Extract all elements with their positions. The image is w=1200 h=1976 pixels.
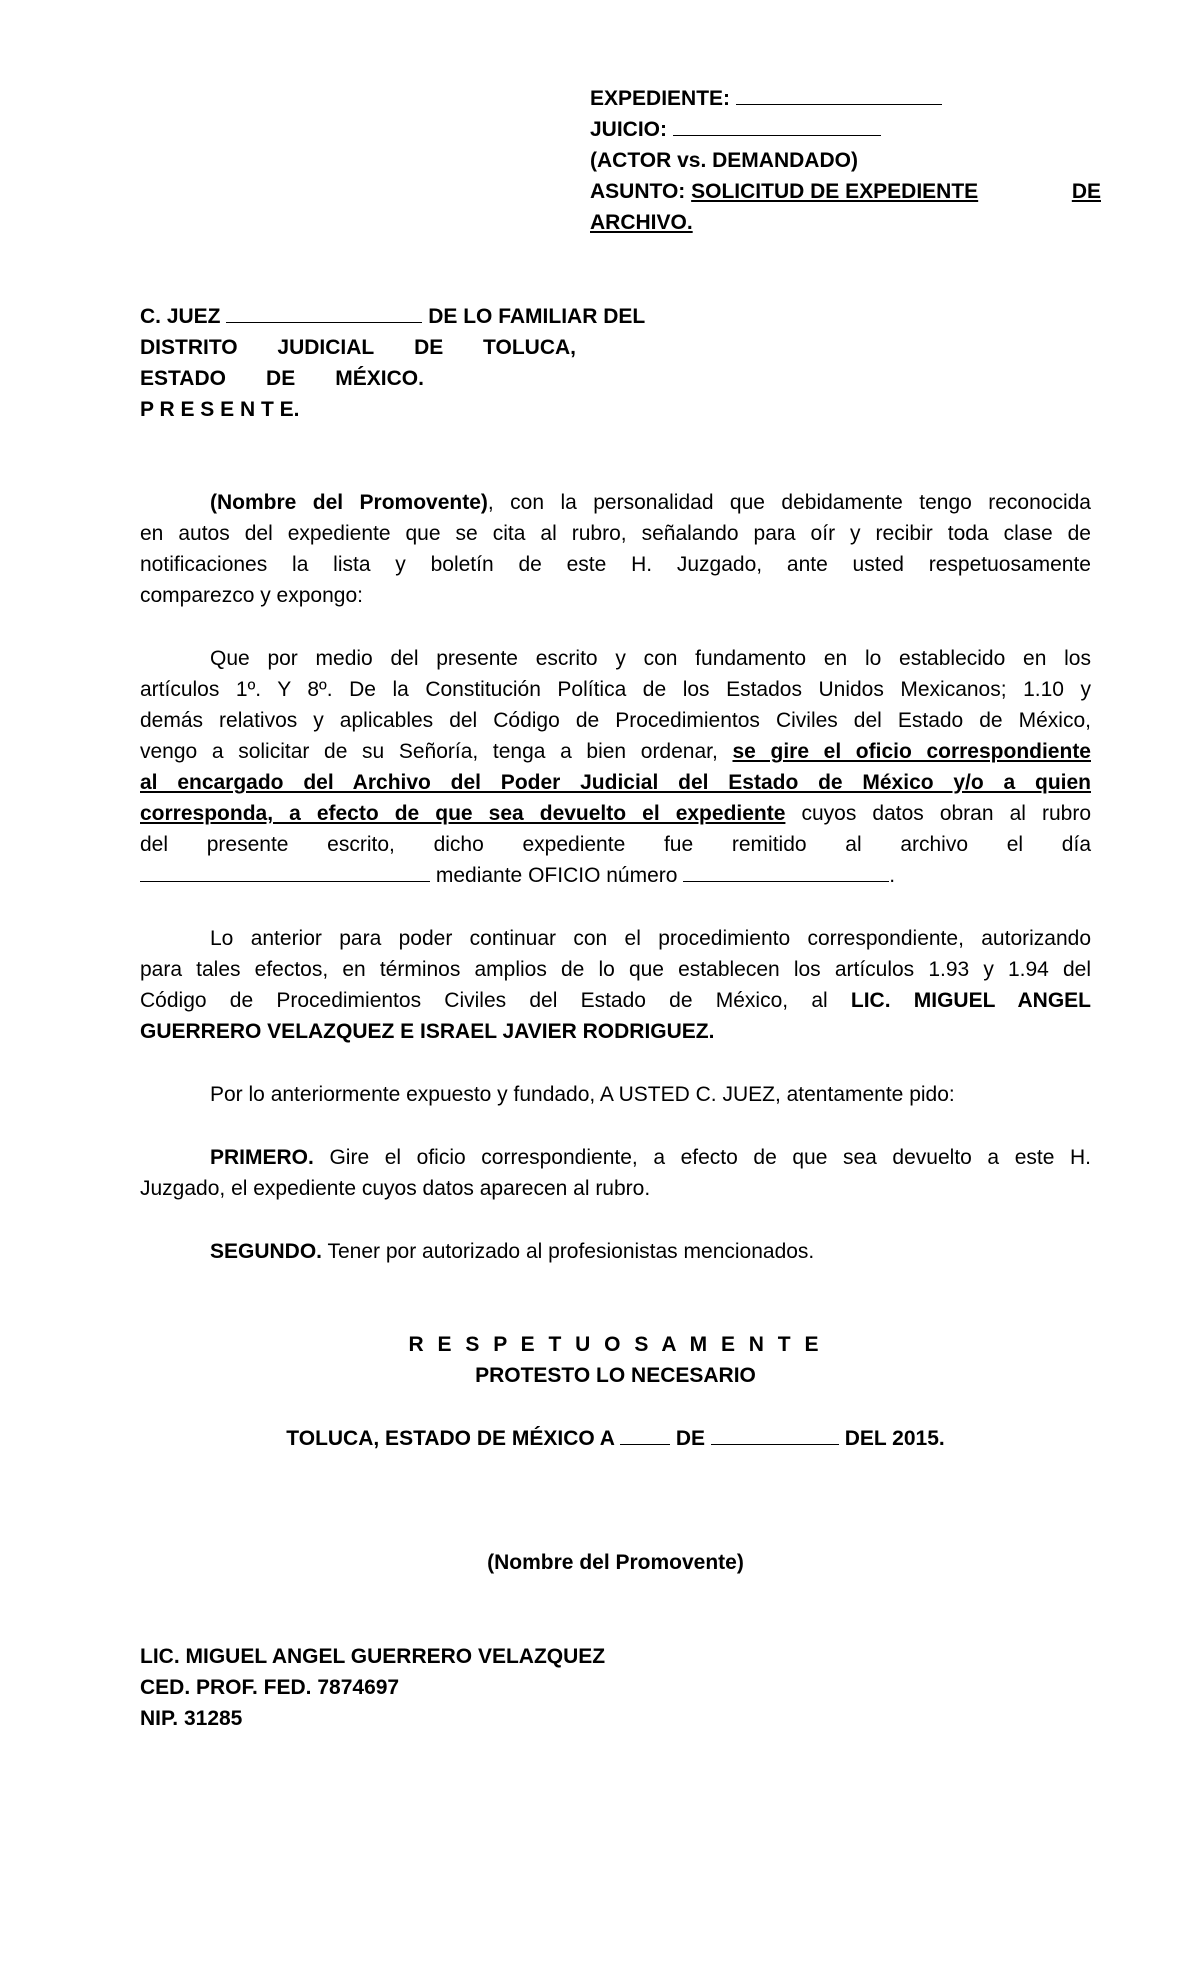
segundo-line: [210, 1237, 814, 1267]
expediente-blank: [736, 84, 942, 105]
estado-word: ESTADO: [140, 367, 226, 390]
partes-line: (ACTOR vs. DEMANDADO): [590, 149, 858, 172]
presente-line: P R E S E N T E.: [140, 398, 300, 421]
signature-name: LIC. MIGUEL ANGEL GUERRERO VELAZQUEZ: [140, 1645, 606, 1668]
primero-line-2: Juzgado, el expediente cuyos datos aparecen al rubro.: [140, 1177, 651, 1200]
juez-line: [140, 302, 645, 332]
intro-text: , con la personalidad que debidamente tengo reconocida: [487, 491, 1091, 514]
body2-line-4: GUERRERO VELAZQUEZ E ISRAEL JAVIER RODRIGUEZ.: [140, 1020, 715, 1043]
body1-text: .: [889, 864, 896, 887]
primero-text: Gire el oficio correspondiente, a efecto de que sea devuelto a este H.: [329, 1146, 1091, 1169]
date-line: [140, 1424, 1091, 1454]
body1-bold-text: se gire el oficio correspondiente: [732, 740, 1091, 763]
body1-text: cuyos datos obran al rubro: [801, 802, 1091, 825]
body1-line-8: [140, 861, 895, 891]
segundo-text: Tener por autorizado al profesionistas mencionados.: [327, 1240, 815, 1263]
body1-line-1: Que por medio del presente escrito y con fundamento en lo establecido en los: [210, 647, 1091, 670]
protesto-line: PROTESTO LO NECESARIO: [475, 1364, 756, 1387]
estado-word: DE: [266, 367, 296, 390]
oficio-numero-blank: [683, 861, 889, 882]
intro-line-4: comparezco y expongo:: [140, 584, 363, 607]
closing-promovente: (Nombre del Promovente): [487, 1551, 744, 1574]
body1-bold-text: corresponda, a efecto de que sea devuelto el expediente: [140, 802, 786, 825]
day-blank: [620, 1424, 670, 1445]
body1-line-2: artículos 1º. Y 8º. De la Constitución Política de los Estados Unidos Mexicanos; 1.10 y: [140, 678, 1091, 701]
fecha-archivo-blank: [140, 861, 430, 882]
promovente-name: (Nombre del Promovente): [210, 491, 488, 514]
distrito-word: JUDICIAL: [277, 336, 375, 359]
juicio-line: [590, 115, 881, 145]
juez-suffix: DE LO FAMILIAR DEL: [428, 305, 646, 328]
asunto-line: [590, 177, 1101, 207]
body2-line-1: Lo anterior para poder continuar con el procedimiento correspondiente, autorizando: [210, 927, 1091, 950]
estado-line: [140, 364, 424, 394]
body1-text: mediante OFICIO número: [435, 864, 678, 887]
date-text: DEL 2015.: [844, 1427, 945, 1450]
estado-word: MÉXICO.: [335, 367, 424, 390]
distrito-word: DE: [414, 336, 444, 359]
body1-line-6: [140, 799, 1091, 829]
distrito-word: TOLUCA,: [483, 336, 576, 359]
body2-line-3: [140, 986, 1091, 1016]
asunto-label: ASUNTO:: [590, 180, 686, 203]
asunto-de: DE: [1071, 180, 1101, 203]
body1-line-7: del presente escrito, dicho expediente fue remitido al archivo el día: [140, 833, 1091, 856]
respetuosamente-line: R E S P E T U O S A M E N T E: [408, 1333, 823, 1356]
intro-line-2: en autos del expediente que se cita al rubro, señalando para oír y recibir toda clase de: [140, 522, 1091, 545]
body1-line-5: al encargado del Archivo del Poder Judicial del Estado de México y/o a quien: [140, 771, 1091, 794]
juez-prefix: C. JUEZ: [140, 305, 221, 328]
distrito-line: [140, 333, 576, 363]
primero-label: PRIMERO.: [210, 1146, 314, 1169]
body1-line-4: [140, 737, 1091, 767]
date-text: DE: [675, 1427, 706, 1450]
intro-line-3: notificaciones la lista y boletín de este H. Juzgado, ante usted respetuosamente: [140, 553, 1091, 576]
intro-line-1: [140, 488, 1091, 518]
primero-line-1: [140, 1143, 1091, 1173]
juicio-label: JUICIO:: [590, 118, 668, 141]
body1-line-3: demás relativos y aplicables del Código de Procedimientos Civiles del Estado de México,: [140, 709, 1091, 732]
juez-blank: [226, 302, 422, 323]
juicio-blank: [673, 115, 881, 136]
body2-text: Código de Procedimientos Civiles del Estado de México, al: [140, 989, 828, 1012]
expediente-label: EXPEDIENTE:: [590, 87, 731, 110]
body1-text: vengo a solicitar de su Señoría, tenga a bien ordenar,: [140, 740, 718, 763]
date-text: TOLUCA, ESTADO DE MÉXICO A: [286, 1427, 615, 1450]
month-blank: [711, 1424, 839, 1445]
signature-cedula: CED. PROF. FED. 7874697: [140, 1676, 400, 1699]
segundo-label: SEGUNDO.: [210, 1240, 323, 1263]
asunto-text: SOLICITUD DE EXPEDIENTE: [691, 180, 979, 203]
distrito-word: DISTRITO: [140, 336, 238, 359]
body3-line: Por lo anteriormente expuesto y fundado, A USTED C. JUEZ, atentamente pido:: [210, 1083, 955, 1106]
body2-line-2: para tales efectos, en términos amplios de lo que establecen los artículos 1.93 y 1.94 del: [140, 958, 1091, 981]
body2-bold-text: LIC. MIGUEL ANGEL: [850, 989, 1091, 1012]
asunto-line-2: ARCHIVO.: [590, 211, 693, 234]
signature-nip: NIP. 31285: [140, 1707, 243, 1730]
expediente-line: [590, 84, 942, 114]
